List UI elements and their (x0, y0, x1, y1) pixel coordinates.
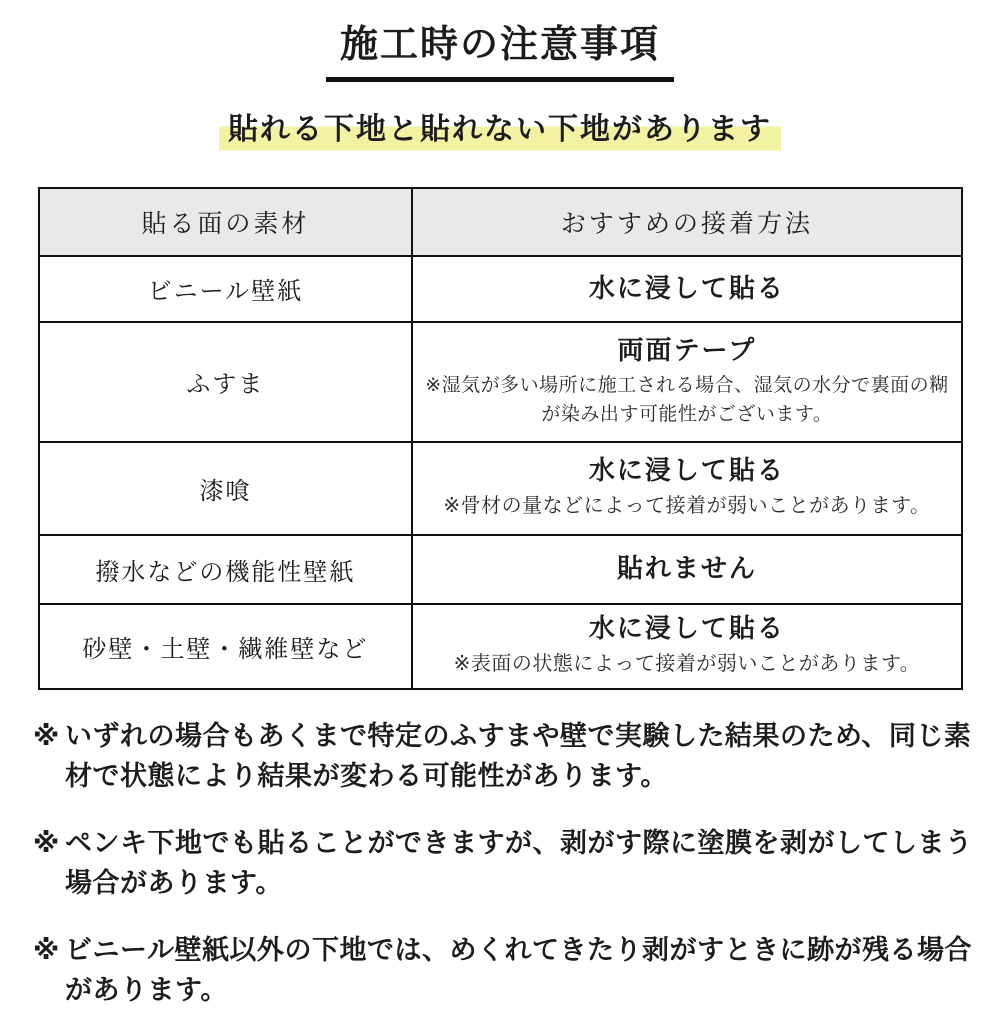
material-label: ビニール壁紙 (147, 278, 304, 306)
method-note: ※骨材の量などによって接着が弱いことがあります。 (443, 495, 931, 518)
material-label: 砂壁・土壁・繊維壁など (82, 635, 369, 663)
material-cell (39, 535, 413, 604)
table-row-fusuma (39, 322, 962, 442)
method-cell (412, 442, 961, 535)
footnote-text: ペンキ下地でも貼ることができますが、剥がす際に塗膜を剥がしてしまう場合があります。 (65, 827, 973, 898)
method-label: 両面テープ (617, 334, 757, 365)
footnote-text: ビニール壁紙以外の下地では、めくれてきたり剥がすときに跡が残る場合があります。 (65, 934, 972, 1005)
method-cell (412, 604, 961, 689)
footnote-text: いずれの場合もあくまで特定のふすまや壁で実験した結果のため、同じ素材で状態により結果が変わる可能性があります。 (65, 720, 972, 791)
method-note: ※湿気が多い場所に施工される場合、湿気の水分で裏面の糊が染み出す可能性がございます。 (425, 374, 949, 426)
material-cell (39, 322, 413, 442)
method-label: 水に浸して貼る (588, 455, 785, 486)
column-header-method: おすすめの接着方法 (412, 188, 961, 256)
column-header-material: 貼る面の素材 (39, 188, 413, 256)
table-row-vinyl-wallpaper (39, 256, 962, 322)
material-label: 撥水などの機能性壁紙 (95, 558, 356, 586)
reference-mark: ※ (33, 720, 60, 751)
reference-mark: ※ (33, 934, 60, 965)
page-subtitle-highlighted: 貼れる下地と貼れない下地があります (219, 108, 781, 152)
subtitle-row (0, 108, 1000, 152)
title-row (0, 20, 1000, 82)
footnote-paint-surface (33, 823, 973, 903)
method-label: 貼れません (616, 553, 757, 584)
footnote-non-vinyl-surface (33, 930, 973, 1010)
table-row-sand-earth-fiber-wall (39, 604, 962, 689)
method-label: 水に浸して貼る (588, 613, 785, 644)
page-title: 施工時の注意事項 (326, 20, 674, 82)
material-cell (39, 442, 413, 535)
method-label: 水に浸して貼る (588, 272, 785, 303)
table-row-plaster (39, 442, 962, 535)
method-cell (412, 322, 961, 442)
adhesion-method-table (38, 187, 963, 690)
footnotes-section (33, 716, 973, 1010)
table-row-functional-wallpaper (39, 535, 962, 604)
method-note: ※表面の状態によって接着が弱いことがあります。 (453, 653, 921, 676)
table-header-row (39, 188, 962, 256)
method-cell (412, 535, 961, 604)
material-label: ふすま (186, 371, 265, 399)
reference-mark: ※ (33, 827, 60, 858)
material-cell (39, 256, 413, 322)
footnote-test-result-disclaimer (33, 716, 973, 796)
material-label: 漆喰 (199, 477, 252, 505)
method-cell (412, 256, 961, 322)
material-cell (39, 604, 413, 689)
